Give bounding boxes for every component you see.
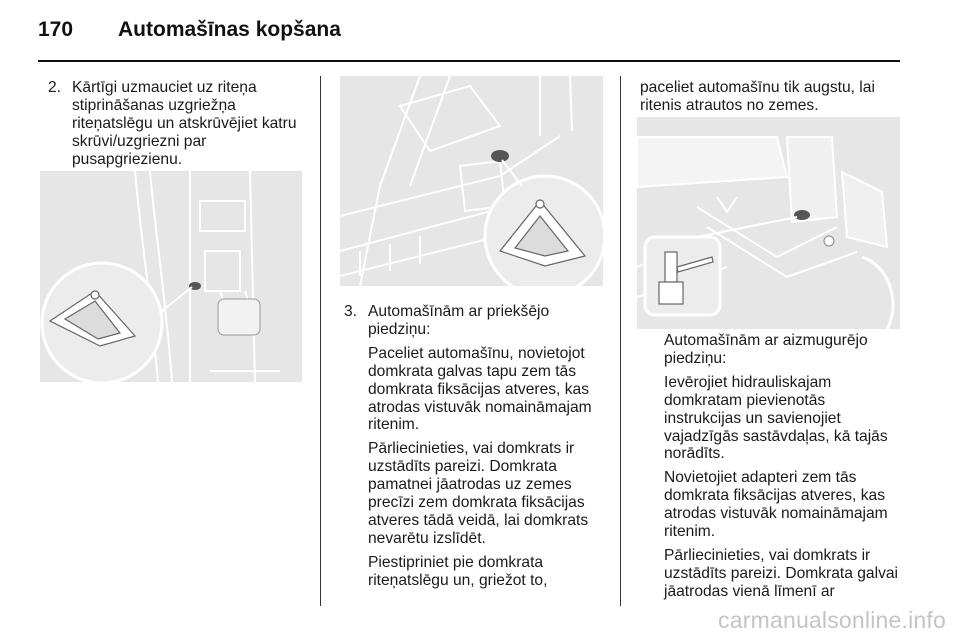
- page-header: [38, 18, 900, 42]
- rwd-paragraph-2: Novietojiet adapteri zem tās domkrata fiksācijas atveres, kas atrodas vistuvāk nomaināmajam ritenim.: [664, 469, 888, 541]
- step-2-text: Kārtīgi uzmauciet uz riteņa stiprināšanas uzgriežņa riteņatslēgu un atskrūvējiet katru skrūvi/uzgriezni par pusapgriezienu.: [72, 79, 297, 168]
- column-3-bottom: [664, 332, 902, 607]
- continued-text: paceliet automašīnu tik augstu, lai ritenis atrautos no zemes.: [640, 79, 875, 114]
- header-rule: [38, 60, 900, 62]
- column-2: [344, 303, 604, 596]
- rwd-paragraph-1: Ievērojiet hidrauliskajam domkratam pievienotās instrukcijas un savienojiet vajadzīgās sastāvdaļas, kā tajās norādīts.: [664, 373, 888, 463]
- watermark: carmanualsonline.info: [718, 607, 946, 633]
- figure-jack-placement: [340, 76, 603, 286]
- column-1: [48, 79, 310, 169]
- figure-wheel-nut-wrench-art: [40, 171, 302, 382]
- figure-jack-placement-art: [340, 76, 603, 286]
- step-3-body: [368, 303, 604, 596]
- step-2-number: 2.: [48, 79, 62, 96]
- rwd-title: Automašīnām ar aizmugurējo piedziņu:: [664, 332, 868, 367]
- rwd-paragraph-3: Pārliecinieties, vai domkrats ir uzstādīts pareizi. Domkrata galvai jāatrodas vienā līmenī ar: [664, 546, 899, 600]
- figure-wheel-nut-wrench: [40, 171, 302, 382]
- step-3-paragraph-3: Piestipriniet pie domkrata riteņatslēgu un, griežot to,: [368, 553, 548, 589]
- step-3-paragraph-2: Pārliecinieties, vai domkrats ir uzstādīts pareizi. Domkrata pamatnei jāatrodas uz zemes precīzi zem domkrata fiksācijas atveres tādā veidā, lai domkrats nevarētu izslīdēt.: [368, 440, 589, 547]
- step-2: [48, 79, 310, 169]
- step-3-paragraph-1: Paceliet automašīnu, novietojot domkrata galvas tapu zem tās domkrata fiksācijas atveres, kas atrodas vistuvāk nomaināmajam ritenim.: [368, 344, 592, 434]
- step-3: [344, 303, 604, 596]
- step-3-title: Automašīnām ar priekšējo piedziņu:: [368, 303, 550, 338]
- step-3-number: 3.: [344, 303, 358, 320]
- page-number: 170: [38, 18, 74, 41]
- figure-hydraulic-jack: [637, 117, 900, 329]
- figure-hydraulic-jack-art: [637, 117, 900, 329]
- column-3-top: [640, 79, 902, 121]
- column-divider-left: [320, 76, 321, 606]
- page-title: Automašīnas kopšana: [118, 18, 341, 41]
- column-divider-right: [620, 76, 621, 606]
